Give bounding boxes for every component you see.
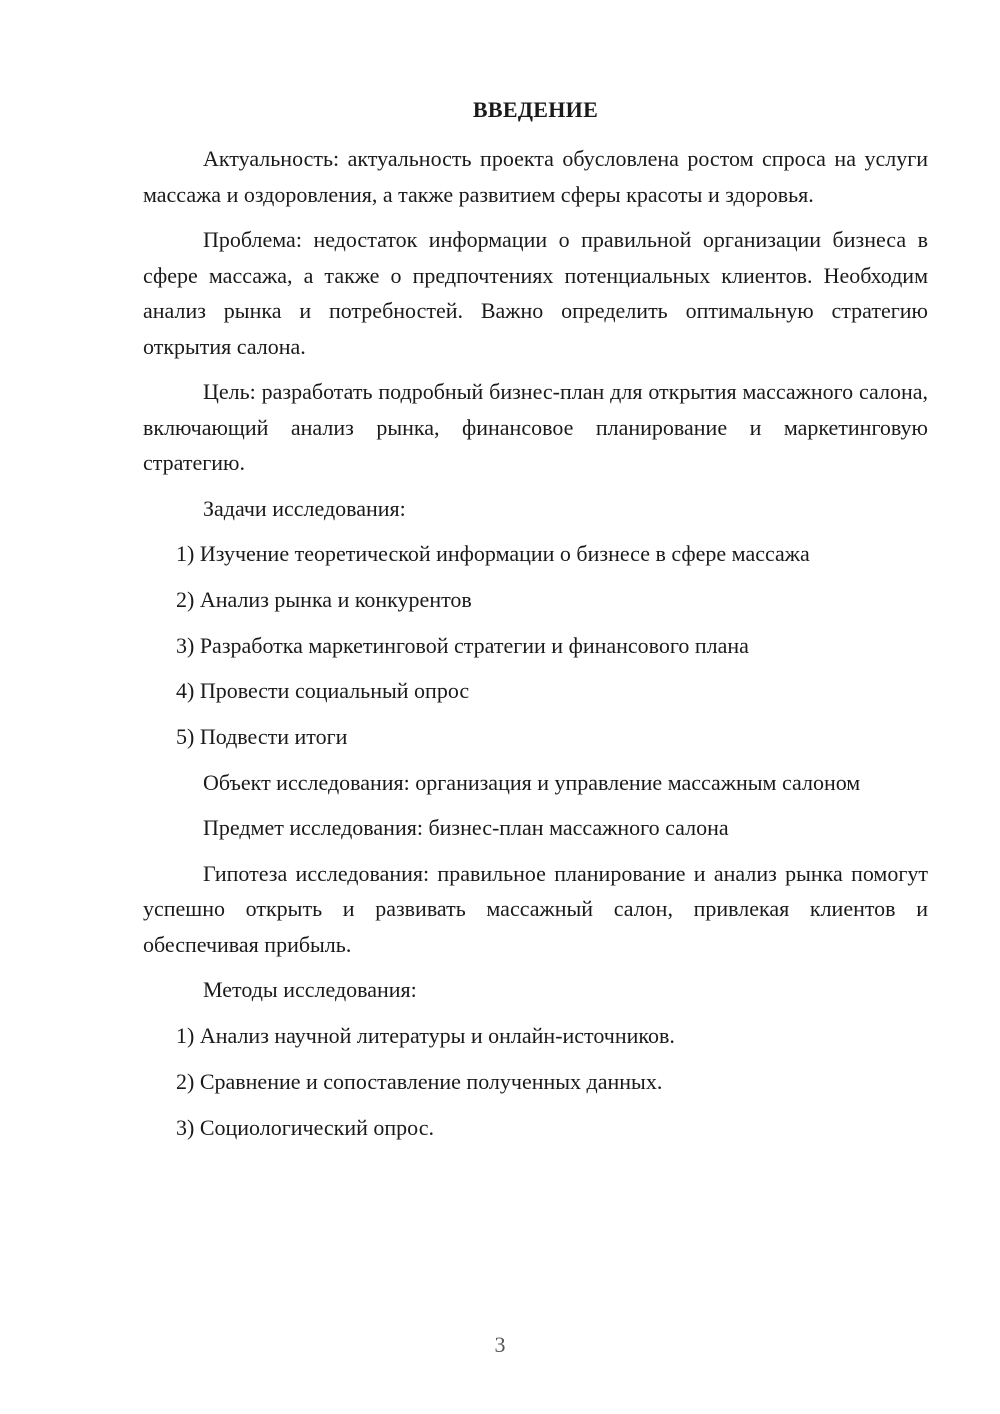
relevance-paragraph: Актуальность: актуальность проекта обусловлена ростом спроса на услуги массажа и оздоровления, а также развитием сферы красоты и здоровья. xyxy=(143,146,928,207)
list-item: 3) Разработка маркетинговой стратегии и финансового плана xyxy=(176,632,749,658)
list-item: 5) Подвести итоги xyxy=(176,724,348,750)
methods-list xyxy=(143,1018,928,1145)
list-item: 2) Сравнение и сопоставление полученных данных. xyxy=(176,1068,663,1094)
list-item: 2) Анализ рынка и конкурентов xyxy=(176,586,472,612)
subject-paragraph: Предмет исследования: бизнес-план массажного салона xyxy=(203,815,729,841)
document-body xyxy=(143,92,928,1155)
methods-heading: Методы исследования: xyxy=(203,977,417,1003)
tasks-list xyxy=(143,536,928,755)
page-number: 3 xyxy=(494,1332,506,1357)
page-title: ВВЕДЕНИЕ xyxy=(472,97,599,122)
list-item: 1) Анализ научной литературы и онлайн-источников. xyxy=(176,1022,675,1048)
object-paragraph: Объект исследования: организация и управление массажным салоном xyxy=(203,769,861,795)
tasks-heading: Задачи исследования: xyxy=(203,495,406,521)
list-item: 4) Провести социальный опрос xyxy=(176,678,470,704)
hypothesis-paragraph: Гипотеза исследования: правильное планирование и анализ рынка помогут успешно открыть и развивать массажный салон, привлекая клиентов и обеспечивая прибыль. xyxy=(143,860,928,957)
problem-paragraph: Проблема: недостаток информации о правильной организации бизнеса в сфере массажа, а также о предпочтениях потенциальных клиентов. Необходим анализ рынка и потребностей. Важно определить оптимальную стратегию открытия салона. xyxy=(143,227,928,359)
goal-paragraph: Цель: разработать подробный бизнес-план для открытия массажного салона, включающий анализ рынка, финансовое планирование и маркетинговую стратегию. xyxy=(143,379,928,475)
list-item: 3) Социологический опрос. xyxy=(176,1114,434,1140)
list-item: 1) Изучение теоретической информации о бизнесе в сфере массажа xyxy=(176,541,810,566)
